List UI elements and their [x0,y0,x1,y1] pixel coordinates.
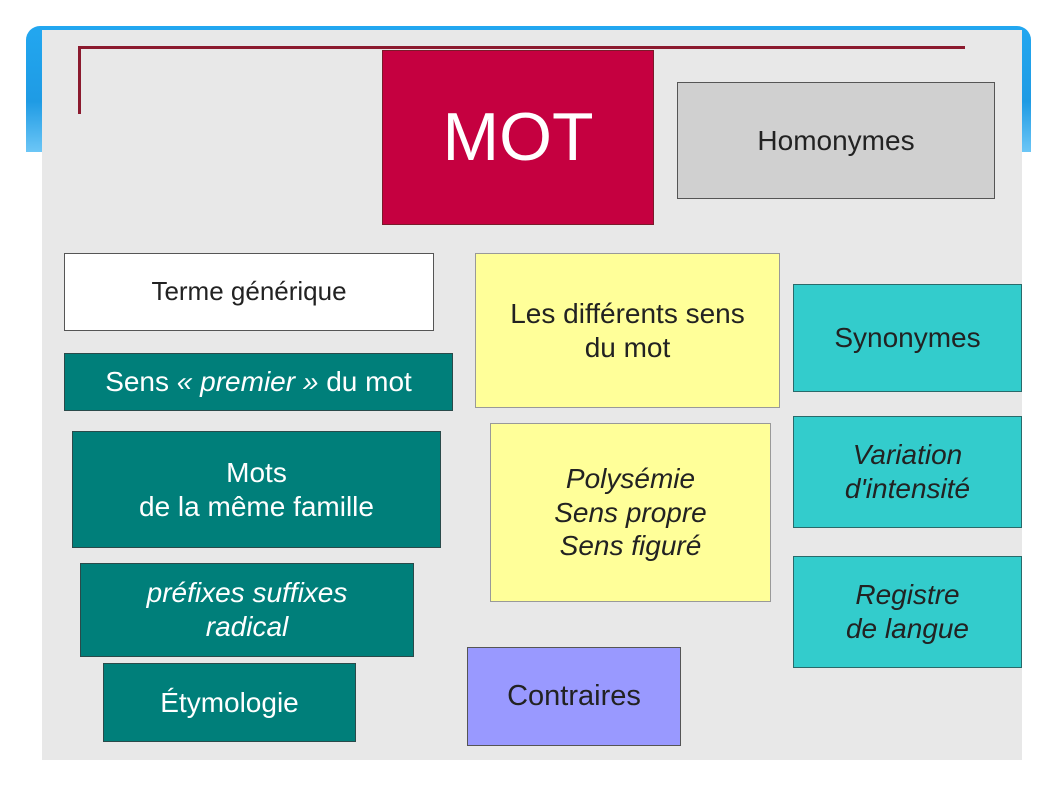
left-rule-line [78,46,81,114]
etymologie-label: Étymologie [160,686,299,718]
differents-sens-label: Les différents sens du mot [510,297,745,363]
mots-famille-label: Mots de la même famille [139,456,374,522]
registre-label: Registre de langue [845,579,969,644]
synonymes-label: Synonymes [834,322,981,354]
sens-premier-box [64,353,453,411]
mot-label: MOT [442,98,594,175]
prefixes-label: préfixes suffixes radical [146,577,348,642]
polysemie-box [490,423,771,602]
etymologie-box [103,663,356,742]
terme-generique-label: Terme générique [151,276,347,307]
mot-box [382,50,654,225]
differents-sens-box [475,253,780,408]
terme-generique-box [64,253,434,331]
registre-box [793,556,1022,668]
contraires-label: Contraires [507,680,641,713]
mots-famille-box [72,431,441,548]
homonymes-label: Homonymes [757,124,915,156]
top-rule-line [78,46,965,49]
contraires-box [467,647,681,746]
variation-box [793,416,1022,528]
sens-premier-label: Sens « premier » du mot [105,366,412,398]
homonymes-box [677,82,995,199]
variation-label: Variation d'intensité [844,439,971,504]
polysemie-label: Polysémie Sens propre Sens figuré [554,463,707,562]
synonymes-box [793,284,1022,392]
prefixes-box [80,563,414,657]
